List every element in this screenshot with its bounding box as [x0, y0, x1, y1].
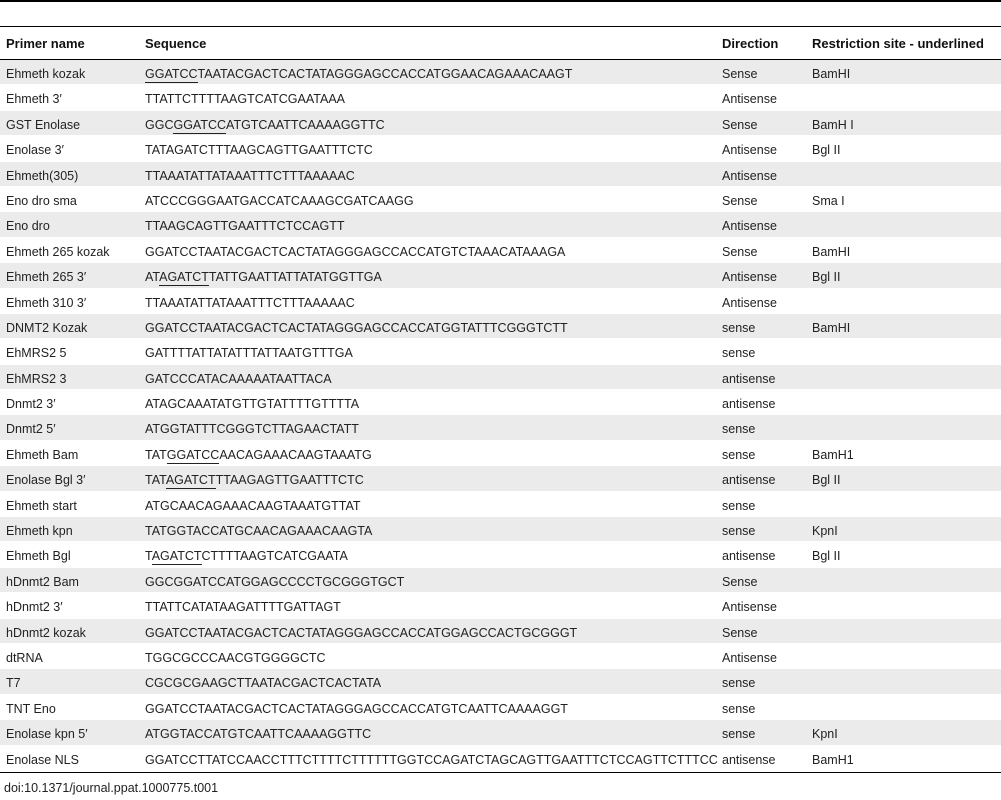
sequence-prefix: GATTTTATTATATTTATTAATGTTTGA	[145, 346, 353, 361]
sequence-prefix: ATGCAACAGAAACAAGTAAATGTTAT	[145, 498, 361, 513]
sequence-prefix: GGATCCTAATACGACTCACTATAGGGAGCCACCATGGAGCCACTGCGGGT	[145, 625, 578, 640]
sequence-prefix: GGATCCTTATCCAACCTTTCTTTTCTTTTTTGGTCCAGATCTAGCAGTTGAATTTCTCCAGTTCTTTCC	[145, 752, 718, 767]
restriction-site: Bgl II	[812, 473, 841, 488]
restriction-site: BamH1	[812, 752, 854, 767]
primer-name: Enolase 3′	[6, 143, 64, 158]
header-direction: Direction	[722, 36, 779, 51]
table-row	[0, 441, 1001, 466]
primer-name: DNMT2 Kozak	[6, 320, 88, 335]
primer-direction: Antisense	[722, 219, 777, 234]
primer-direction: Antisense	[722, 143, 777, 158]
table-row	[0, 746, 1001, 771]
table-row	[0, 263, 1001, 288]
sequence-suffix: AACAGAAACAAGTAAATG	[219, 447, 372, 462]
sequence-suffix: TAATACGACTCACTATAGGGAGCCACCATGGAACAGAAACAAGT	[197, 67, 573, 81]
sequence-prefix: AT	[145, 270, 160, 285]
primer-direction: Sense	[722, 244, 758, 259]
primer-direction: antisense	[722, 397, 776, 412]
restriction-site: BamH1	[812, 447, 854, 462]
sequence-prefix: T	[145, 549, 152, 564]
sequence-prefix: GATCCCATACAAAAATAATTACA	[145, 371, 332, 386]
primer-direction: Sense	[722, 117, 758, 132]
restriction-site: KpnI	[812, 727, 838, 742]
primer-sequence	[145, 727, 371, 741]
primer-sequence	[145, 422, 359, 436]
sequence-prefix: ATGGTACCATGTCAATTCAAAAGGTTC	[145, 727, 372, 742]
sequence-prefix: ATAGCAAATATGTTGTATTTTGTTTTA	[145, 397, 360, 412]
primer-sequence	[145, 499, 361, 513]
primer-name: hDnmt2 3′	[6, 600, 63, 615]
restriction-site-underlined: AGATCT	[151, 549, 202, 564]
table-row	[0, 187, 1001, 212]
sequence-prefix: ATGGTATTTCGGGTCTTAGAACTATT	[145, 422, 359, 437]
primer-sequence	[145, 143, 373, 157]
sequence-prefix: TTAAGCAGTTGAATTTCTCCAGTT	[145, 219, 345, 234]
restriction-site: Bgl II	[812, 270, 841, 285]
sequence-prefix: ATCCCGGGAATGACCATCAAAGCGATCAAGG	[145, 193, 414, 208]
primer-name: EhMRS2 3	[6, 371, 67, 386]
primer-direction: antisense	[722, 752, 776, 767]
primer-direction: sense	[722, 676, 756, 691]
sequence-prefix: TTAAATATTATAAATTTCTTTAAAAAC	[145, 168, 355, 183]
primer-direction: antisense	[722, 549, 776, 564]
primer-direction: Antisense	[722, 600, 777, 615]
table-body	[0, 60, 1001, 771]
primer-sequence	[145, 397, 359, 411]
primer-name: Ehmeth(305)	[6, 168, 79, 183]
primer-sequence	[145, 575, 404, 589]
doi-caption: doi:10.1371/journal.ppat.1000775.t001	[4, 781, 219, 795]
primer-name: hDnmt2 kozak	[6, 625, 86, 640]
sequence-prefix: TAT	[145, 447, 167, 462]
table-row	[0, 339, 1001, 364]
primer-sequence	[145, 651, 326, 665]
primer-direction: sense	[722, 524, 756, 539]
table-row	[0, 720, 1001, 745]
table-row	[0, 492, 1001, 517]
table-header	[0, 27, 1001, 59]
table-row	[0, 517, 1001, 542]
primer-sequence	[145, 321, 568, 335]
primer-direction: sense	[722, 346, 756, 361]
table-row	[0, 644, 1001, 669]
primer-direction: sense	[722, 701, 756, 716]
restriction-site-underlined: GGATCC	[145, 67, 198, 81]
table-row	[0, 669, 1001, 694]
table-top-rule	[0, 0, 1001, 2]
primer-sequence	[145, 372, 332, 386]
primer-name: Enolase NLS	[6, 752, 79, 767]
primer-name: T7	[6, 676, 21, 691]
table-row	[0, 111, 1001, 136]
primer-direction: Antisense	[722, 270, 777, 285]
primer-sequence	[145, 245, 565, 259]
table-row	[0, 365, 1001, 390]
primer-direction: Antisense	[722, 92, 777, 107]
header-sequence: Sequence	[145, 36, 207, 51]
primer-name: Ehmeth 310 3′	[6, 295, 87, 310]
primer-direction: Sense	[722, 574, 758, 589]
primer-sequence	[145, 270, 382, 284]
sequence-suffix: TATTGAATTATTATATGGTTGA	[208, 270, 382, 285]
primer-sequence	[145, 600, 341, 614]
primer-sequence	[145, 118, 385, 132]
primer-direction: Sense	[722, 193, 758, 208]
restriction-site: Sma I	[812, 193, 845, 208]
primer-name: TNT Eno	[6, 701, 56, 716]
primer-sequence	[145, 169, 355, 183]
sequence-prefix: TTAAATATTATAAATTTCTTTAAAAAC	[145, 295, 355, 310]
primer-name: GST Enolase	[6, 117, 81, 132]
table-row	[0, 212, 1001, 237]
primer-direction: sense	[722, 422, 756, 437]
sequence-prefix: GGATCCTAATACGACTCACTATAGGGAGCCACCATGGTATTTCGGGTCTT	[145, 320, 568, 335]
restriction-site: Bgl II	[812, 143, 841, 158]
table-row	[0, 136, 1001, 161]
primer-name: Ehmeth 3′	[6, 92, 62, 107]
restriction-site: BamHI	[812, 67, 851, 81]
primer-sequence	[145, 67, 572, 81]
primer-sequence	[145, 753, 718, 767]
primer-name: Eno dro sma	[6, 193, 77, 208]
table-row	[0, 85, 1001, 110]
primer-name: Ehmeth 265 3′	[6, 270, 87, 285]
primer-direction: sense	[722, 498, 756, 513]
primer-direction: sense	[722, 727, 756, 742]
sequence-prefix: GGATCCTAATACGACTCACTATAGGGAGCCACCATGTCTAAACATAAAGA	[145, 244, 566, 259]
table-row	[0, 162, 1001, 187]
primer-name: Dnmt2 3′	[6, 397, 56, 412]
sequence-prefix: TTATTCTTTTAAGTCATCGAATAAA	[145, 92, 345, 107]
primer-name: EhMRS2 5	[6, 346, 67, 361]
restriction-site-underlined: AGATCT	[165, 473, 216, 488]
table-row	[0, 415, 1001, 440]
sequence-prefix: TATGGTACCATGCAACAGAAACAAGTA	[145, 524, 373, 539]
primer-sequence	[145, 219, 345, 233]
primer-direction: sense	[722, 447, 756, 462]
restriction-site: BamHI	[812, 244, 851, 259]
primer-name: hDnmt2 Bam	[6, 574, 79, 589]
primer-name: Ehmeth Bam	[6, 447, 79, 462]
table-row	[0, 390, 1001, 415]
header-restriction-site: Restriction site - underlined	[812, 36, 984, 51]
primer-name: Ehmeth Bgl	[6, 549, 71, 564]
sequence-prefix: GGATCCTAATACGACTCACTATAGGGAGCCACCATGTCAATTCAAAAGGT	[145, 701, 568, 716]
primer-name: Ehmeth 265 kozak	[6, 244, 110, 259]
header-primer-name: Primer name	[6, 36, 85, 51]
primer-sequence	[145, 92, 345, 106]
primer-name: Ehmeth kozak	[6, 67, 86, 81]
restriction-site: BamH I	[812, 117, 854, 132]
table-row	[0, 619, 1001, 644]
primer-sequence	[145, 346, 353, 360]
sequence-prefix: TGGCGCCCAACGTGGGGCTC	[145, 650, 326, 665]
table-row	[0, 60, 1001, 85]
table-row	[0, 289, 1001, 314]
primer-sequence	[145, 296, 355, 310]
primer-sequence	[145, 702, 568, 716]
primer-sequence	[145, 194, 414, 208]
primer-direction: sense	[722, 320, 756, 335]
sequence-suffix: ATGTCAATTCAAAAGGTTC	[226, 117, 385, 132]
table-row	[0, 695, 1001, 720]
sequence-suffix: CTTTTAAGTCATCGAATA	[201, 549, 348, 564]
table-row	[0, 314, 1001, 339]
table-row	[0, 238, 1001, 263]
primer-name: Dnmt2 5′	[6, 422, 56, 437]
sequence-prefix: GGC	[145, 117, 174, 132]
primer-sequence	[145, 626, 577, 640]
primer-sequence	[145, 549, 348, 563]
primer-sequence	[145, 448, 372, 462]
table-row	[0, 593, 1001, 618]
primer-name: Ehmeth kpn	[6, 524, 73, 539]
sequence-prefix: TTATTCATATAAGATTTTGATTAGT	[145, 600, 341, 615]
primer-direction: Antisense	[722, 168, 777, 183]
primer-name: dtRNA	[6, 650, 43, 665]
restriction-site: BamHI	[812, 320, 851, 335]
restriction-site-underlined: GGATCC	[166, 447, 220, 462]
primer-direction: Antisense	[722, 295, 777, 310]
sequence-prefix: CGCGCGAAGCTTAATACGACTCACTATA	[145, 676, 382, 691]
primer-name: Eno dro	[6, 219, 50, 234]
primer-sequence	[145, 524, 372, 538]
restriction-site: KpnI	[812, 524, 838, 539]
table-row	[0, 466, 1001, 491]
primer-direction: Sense	[722, 67, 758, 81]
table-row	[0, 542, 1001, 567]
primer-sequence	[145, 676, 381, 690]
sequence-prefix: TAT	[145, 473, 166, 488]
restriction-site-underlined: AGATCT	[159, 270, 209, 285]
sequence-prefix: GGCGGATCCATGGAGCCCCTGCGGGTGCT	[145, 574, 405, 589]
primer-name: Ehmeth start	[6, 498, 77, 513]
primer-name: Enolase kpn 5′	[6, 727, 88, 742]
table-bottom-rule	[0, 772, 1001, 773]
primer-sequence	[145, 473, 364, 487]
primer-direction: Antisense	[722, 650, 777, 665]
restriction-site: Bgl II	[812, 549, 841, 564]
primer-direction: Sense	[722, 625, 758, 640]
primer-name: Enolase Bgl 3′	[6, 473, 86, 488]
sequence-suffix: TTAAGAGTTGAATTTCTC	[215, 473, 364, 488]
primer-direction: antisense	[722, 473, 776, 488]
primer-direction: antisense	[722, 371, 776, 386]
restriction-site-underlined: GGATCC	[173, 117, 227, 132]
table-row	[0, 568, 1001, 593]
sequence-prefix: TATAGATCTTTAAGCAGTTGAATTTCTC	[145, 143, 373, 158]
